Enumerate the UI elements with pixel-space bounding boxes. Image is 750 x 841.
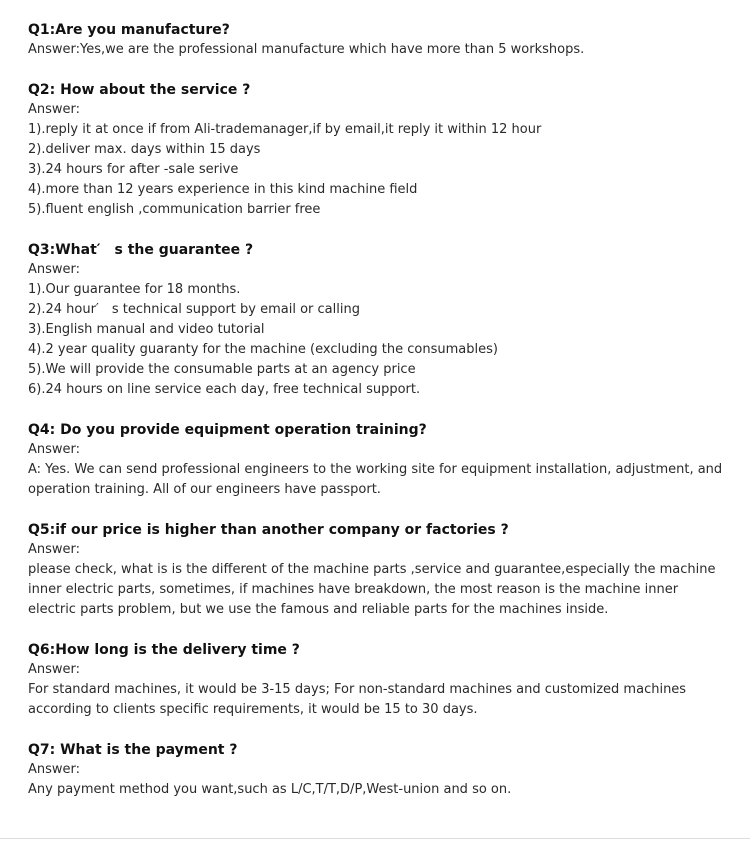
answer-line: 2).24 hour′ s technical support by email or calling bbox=[28, 302, 360, 317]
answer-text-q6: For standard machines, it would be 3-15 days; For non-standard machines and customized machines according to clients specific requirements, it would be 15 to 30 days. bbox=[28, 682, 687, 717]
answer-label-q3: Answer: bbox=[28, 262, 81, 277]
answer-line: 6).24 hours on line service each day, free technical support. bbox=[28, 382, 421, 397]
faq-item-q7 bbox=[28, 740, 728, 800]
faq-section bbox=[28, 20, 728, 800]
answer-line: 5).fluent english ,communication barrier free bbox=[28, 202, 321, 217]
question-q7: Q7: What is the payment ? bbox=[28, 742, 238, 758]
faq-item-q5 bbox=[28, 520, 728, 620]
question-q4: Q4: Do you provide equipment operation training? bbox=[28, 422, 427, 438]
answer-label-q5: Answer: bbox=[28, 542, 81, 557]
answer-line: 4).more than 12 years experience in this kind machine field bbox=[28, 182, 418, 197]
bottom-divider bbox=[0, 838, 750, 839]
answer-label-q4: Answer: bbox=[28, 442, 81, 457]
answer-text-q4: A: Yes. We can send professional engineers to the working site for equipment installation, adjustment, and operation training. All of our engineers have passport. bbox=[28, 462, 723, 497]
faq-item-q2 bbox=[28, 80, 728, 220]
question-q3: Q3:What′ s the guarantee ? bbox=[28, 242, 254, 258]
answer-label-q6: Answer: bbox=[28, 662, 81, 677]
answer-line: 5).We will provide the consumable parts at an agency price bbox=[28, 362, 416, 377]
answer-text-q7: Any payment method you want,such as L/C,T/T,D/P,West-union and so on. bbox=[28, 782, 512, 797]
question-q1: Q1:Are you manufacture? bbox=[28, 22, 230, 38]
answer-line: 1).Our guarantee for 18 months. bbox=[28, 282, 241, 297]
answer-label-q2: Answer: bbox=[28, 102, 81, 117]
question-q5: Q5:if our price is higher than another company or factories ? bbox=[28, 522, 509, 538]
answer-text-q5: please check, what is is the different of the machine parts ,service and guarantee,especially the machine inner electric parts, sometimes, if machines have breakdown, the most reason is the machine inner electric parts problem, but we use the famous and reliable parts for the machines inside. bbox=[28, 562, 716, 617]
question-q6: Q6:How long is the delivery time ? bbox=[28, 642, 300, 658]
faq-item-q6 bbox=[28, 640, 728, 720]
faq-item-q1 bbox=[28, 20, 728, 60]
question-q2: Q2: How about the service ? bbox=[28, 82, 251, 98]
answer-line: 1).reply it at once if from Ali-trademanager,if by email,it reply it within 12 hour bbox=[28, 122, 542, 137]
answer-q1: Answer:Yes,we are the professional manufacture which have more than 5 workshops. bbox=[28, 42, 585, 57]
answer-line: 3).24 hours for after -sale serive bbox=[28, 162, 239, 177]
faq-item-q3 bbox=[28, 240, 728, 400]
answer-label-q7: Answer: bbox=[28, 762, 81, 777]
answer-line: 3).English manual and video tutorial bbox=[28, 322, 265, 337]
faq-item-q4 bbox=[28, 420, 728, 500]
answer-line: 4).2 year quality guaranty for the machine (excluding the consumables) bbox=[28, 342, 498, 357]
answer-line: 2).deliver max. days within 15 days bbox=[28, 142, 261, 157]
